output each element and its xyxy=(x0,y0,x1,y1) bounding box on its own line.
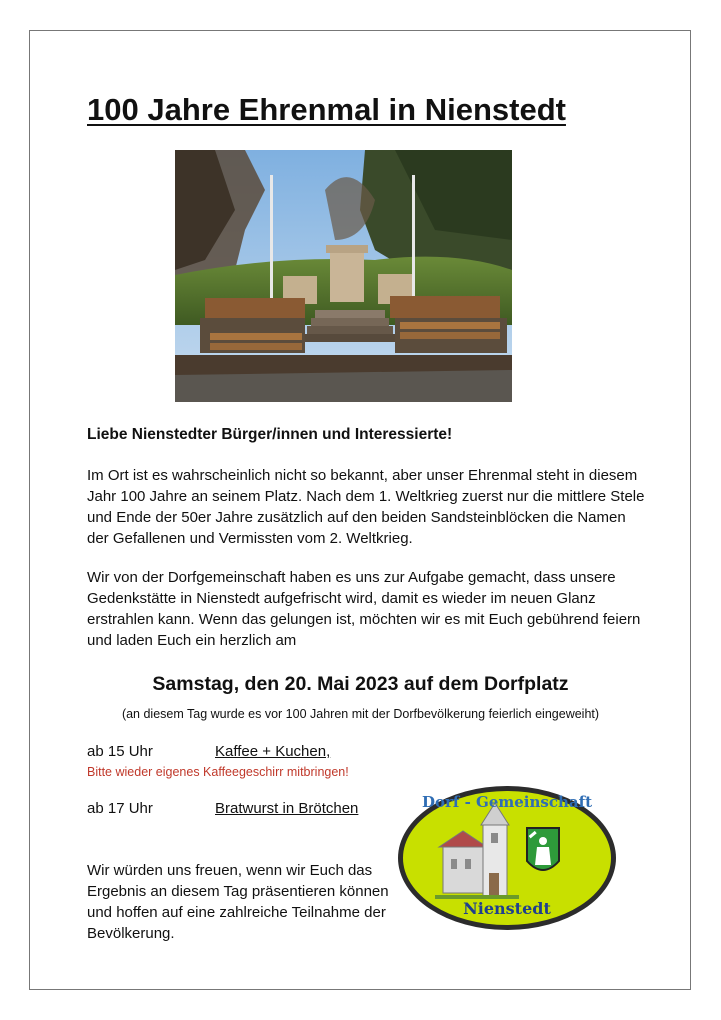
intro-paragraph: Im Ort ist es wahrscheinlich nicht so bekannt, aber unser Ehrenmal steht in diesem Jahr 100 Jahre an seinem Platz. Nach dem 1. Weltkrieg zuerst nur die mittlere Stele und Ende der 50er Jahre zusätzlich auf den beiden Sandsteinblöcken die Namen der Gefallenen und Vermissten vom 2. Weltkrieg. xyxy=(87,467,645,547)
schedule-time: ab 15 Uhr xyxy=(87,743,153,760)
greeting: Liebe Nienstedter Bürger/innen und Interessierte! xyxy=(87,426,453,443)
village-community-logo xyxy=(395,783,619,933)
schedule-warning: Bitte wieder eigenes Kaffeegeschirr mitbringen! xyxy=(87,765,349,779)
schedule-item: Kaffee + Kuchen, xyxy=(215,743,331,760)
event-date-headline: Samstag, den 20. Mai 2023 auf dem Dorfplatz xyxy=(152,673,569,695)
event-note: (an diesem Tag wurde es vor 100 Jahren mit der Dorfbevölkerung feierlich eingeweiht) xyxy=(121,707,600,721)
schedule-row xyxy=(87,743,330,760)
memorial-photo xyxy=(175,150,512,402)
logo-title: Dorf - Gemeinschaft xyxy=(422,793,592,811)
schedule-time: ab 17 Uhr xyxy=(87,800,153,817)
logo-place-name: Nienstedt xyxy=(463,899,551,918)
invitation-paragraph: Wir von der Dorfgemeinschaft haben es uns zur Aufgabe gemacht, dass unsere Gedenkstätte in Nienstedt aufgefrischt wird, damit es wieder im neuen Glanz erstrahlen kann. Wenn das gelungen ist, möchten wir es mit Euch gebührend feiern und laden Euch ein herzlich am xyxy=(87,569,641,649)
closing-paragraph: Wir würden uns freuen, wenn wir Euch das Ergebnis an diesem Tag präsentieren können und hoffen auf eine zahlreiche Teilnahme der Bevölkerung. xyxy=(87,862,389,942)
schedule-row xyxy=(87,800,358,817)
schedule-item: Bratwurst in Brötchen xyxy=(215,800,359,817)
page-title: 100 Jahre Ehrenmal in Nienstedt xyxy=(87,92,566,127)
